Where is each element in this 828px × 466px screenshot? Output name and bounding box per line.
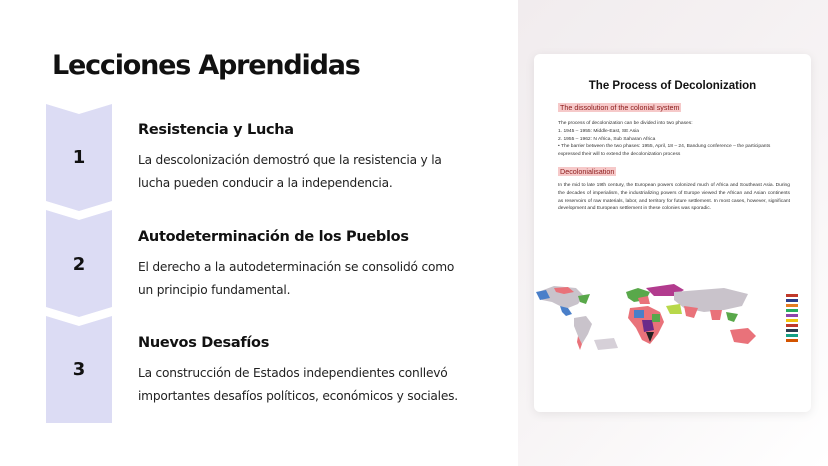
step-3-number: 3 <box>72 359 86 380</box>
step-1-number: 1 <box>72 147 86 168</box>
slide-title: Lecciones Aprendidas <box>52 50 360 81</box>
step-1-text: La descolonización demostró que la resistencia y la lucha pueden conducir a la independencia. <box>138 153 442 190</box>
document-title: The Process of Decolonization <box>588 80 757 92</box>
section-dissolution-text <box>558 120 790 159</box>
step-2-heading: Autodeterminación de los Pueblos <box>138 229 409 245</box>
section-heading-dissolution: The dissolution of the colonial system <box>560 103 680 112</box>
document-card <box>534 54 811 412</box>
step-2-text: El derecho a la autodeterminación se consolidó como un principio fundamental. <box>138 260 455 297</box>
step-3-heading: Nuevos Desafíos <box>138 335 270 351</box>
step-3-text: La construcción de Estados independientes conllevó importantes desafíos políticos, económicos y sociales. <box>138 366 458 403</box>
phase-line: • The barrier between the two phases: 1955, April, 18 – 24, Bandung conference – the participants expressed their will to extend the decolonization process <box>558 144 771 158</box>
phase-line: 2. 1955 – 1962: N Africa, Sub Saharan Africa <box>558 136 656 142</box>
step-1-heading: Resistencia y Lucha <box>138 122 294 138</box>
section-decolonialisation-text: In the mid to late 19th century, the European powers colonized much of Africa and Southeast Asia. During the decades of imperialism, the industrializing powers of Europe viewed the African and Asian continents as reservoirs of raw materials, labor, and territory for future settlement. In most cases, however, significant development and European settlement in these colonies was sporadic. <box>558 183 790 212</box>
step-2-number: 2 <box>72 254 86 275</box>
world-map-image <box>534 280 811 360</box>
phase-line: 1. 1945 – 1955: Middle-East, SE Asia <box>558 128 640 134</box>
phase-line: The process of decolonization can be divided into two phases: <box>558 121 693 126</box>
section-heading-decolonialisation: Decolonialisation <box>560 167 615 176</box>
